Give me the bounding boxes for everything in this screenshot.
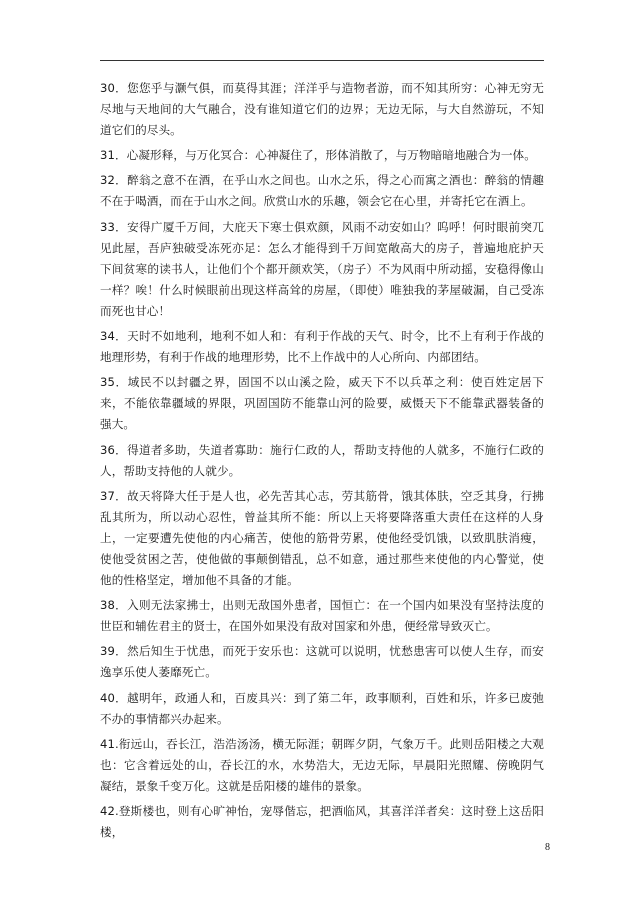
- entry-36: 36．得道者多助，失道者寡助：施行仁政的人，帮助支持他的人就多，不施行仁政的人，帮助支持他的人就少。: [100, 442, 544, 478]
- entry-30: 30．您您乎与灏气俱，而莫得其涯；洋洋乎与造物者游，而不知其所穷：心神无穷无尽地与天地间的大气融合，没有谁知道它们的边界；无边无际，与大自然游玩，不知道它们的尽头。: [100, 81, 544, 138]
- entry-41: 41.衔远山，吞长江，浩浩汤汤，横无际涯；朝晖夕阴，气象万千。此则岳阳楼之大观也：它含着远处的山，吞长江的水，水势浩大，无边无际，早晨阳光照耀、傍晚阴气凝结，景象千变万化。这就是岳阳楼的雄伟的景象。: [100, 736, 544, 793]
- document-body: [100, 78, 544, 847]
- entry-31: 31．心凝形释，与万化冥合：心神凝住了，形体消散了，与万物暗暗地融合为一体。: [100, 148, 536, 163]
- entry-34: 34．天时不如地利，地利不如人和：有利于作战的天气、时令，比不上有利于作战的地理形势，有利于作战的地理形势，比不上作战中的人心所向、内部团结。: [100, 329, 544, 365]
- header-rule: [100, 60, 544, 61]
- entry-33: 33．安得广厦千万间，大庇天下寒士俱欢颜，风雨不动安如山？呜呼！何时眼前突兀见此屋，吾庐独破受冻死亦足：怎么才能得到千万间宽敞高大的房子，普遍地庇护天下间贫寒的读书人，让他们个个都开颜欢笑，（房子）不为风雨中所动摇，安稳得像山一样？唉！什么时候眼前出现这样高耸的房屋，（即使）唯独我的茅屋破漏，自己受冻而死也甘心！: [100, 219, 544, 318]
- page-number: 8: [545, 842, 550, 853]
- entry-37: 37．故天将降大任于是人也，必先苦其心志，劳其筋骨，饿其体肤，空乏其身，行拂乱其所为，所以动心忍性，曾益其所不能：所以上天将要降落重大责任在这样的人身上，一定要遭先使他的内心痛苦，使他的筋骨劳累，使他经受饥饿，以致肌肤消瘦，使他受贫困之苦，使他做的事颠倒错乱，总不如意，通过那些来使他的内心警觉，使他的性格坚定，增加他不具备的才能。: [100, 488, 544, 588]
- entry-42: 42.登斯楼也，则有心旷神怡，宠辱偕忘，把酒临风，其喜洋洋者矣：这时登上这岳阳楼，: [100, 804, 544, 840]
- entry-40: 40．越明年，政通人和，百废具兴：到了第二年，政事顺利，百姓和乐，许多已废弛不办的事情都兴办起来。: [100, 690, 544, 726]
- entry-39: 39．然后知生于忧患，而死于安乐也：这就可以说明，忧愁患害可以使人生存，而安逸享乐使人萎靡死亡。: [100, 644, 544, 680]
- entry-38: 38．入则无法家拂士，出则无敌国外患者，国恒亡：在一个国内如果没有坚持法度的世臣和辅佐君主的贤士，在国外如果没有敌对国家和外患，便经常导致灭亡。: [100, 598, 544, 634]
- entry-32: 32．醉翁之意不在酒，在乎山水之间也。山水之乐，得之心而寓之酒也：醉翁的情趣不在于喝酒，而在于山水之间。欣赏山水的乐趣，领会它在心里，并寄托它在酒上。: [100, 173, 544, 209]
- entry-35: 35．域民不以封疆之界，固国不以山溪之险，威天下不以兵革之利：使百姓定居下来，不能依靠疆域的界限，巩固国防不能靠山河的险要，威慑天下不能靠武器装备的强大。: [100, 375, 544, 432]
